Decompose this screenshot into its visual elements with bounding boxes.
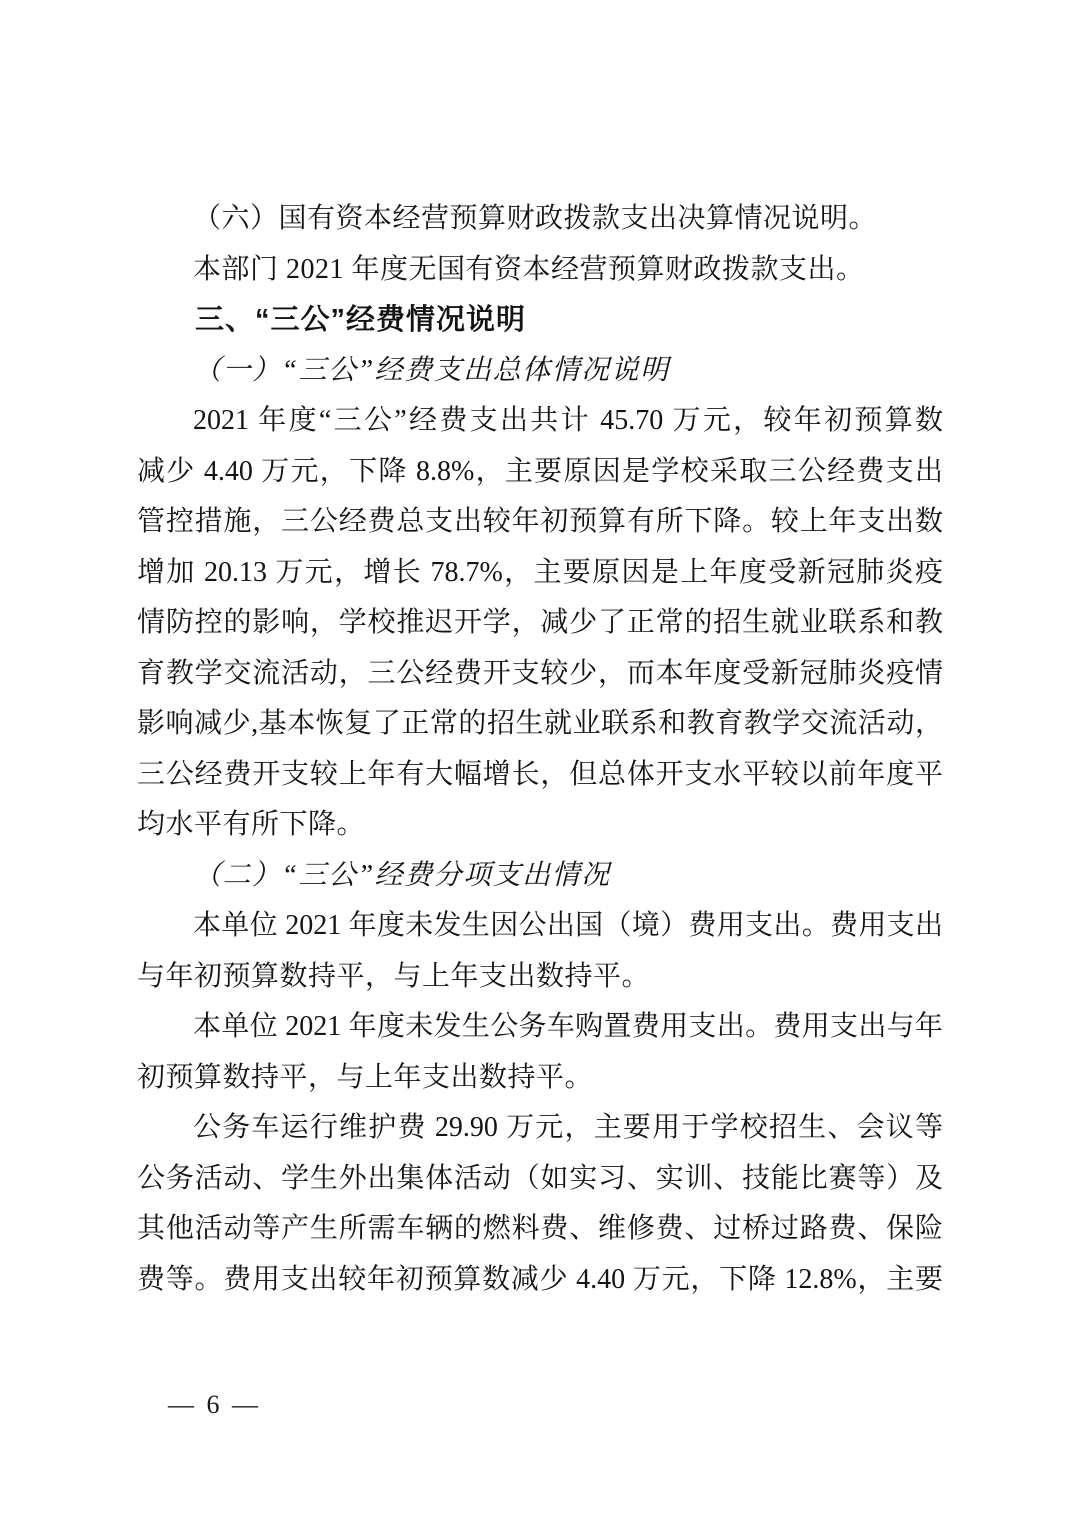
text-line: 初预算数持平，与上年支出数持平。 [137,1061,594,1093]
text-line: 三公经费开支较上年有大幅增长，但总体开支水平较以前年度平 [137,758,943,790]
text-line: 其他活动等产生所需车辆的燃料费、维修费、过桥过路费、保险 [137,1213,943,1244]
subsection-heading: （一）“三公”经费支出总体情况说明 [193,354,670,386]
text-line: 本单位 2021 年度未发生因公出国（境）费用支出。费用支出 [193,910,943,941]
text-line: 减少 4.40 万元，下降 8.8%，主要原因是学校采取三公经费支出 [137,455,943,487]
text-line: 2021 年度“三公”经费支出共计 45.70 万元，较年初预算数 [193,405,943,436]
text-line: （六）国有资本经营预算财政拨款支出决算情况说明。 [193,203,878,234]
text-line: 均水平有所下降。 [137,809,366,840]
text-line: 影响减少,基本恢复了正常的招生就业联系和教育教学交流活动， [137,708,943,739]
subsection-heading: （二）“三公”经费分项支出情况 [193,859,611,891]
text-line: 管控措施，三公经费总支出较年初预算有所下降。较上年支出数 [137,506,943,537]
section-heading: 三、“三公”经费情况说明 [195,304,527,336]
text-line: 与年初预算数持平，与上年支出数持平。 [137,960,651,992]
text-line: 公务车运行维护费 29.90 万元，主要用于学校招生、会议等 [193,1112,943,1143]
text-line: 费等。费用支出较年初预算数减少 4.40 万元，下降 12.8%，主要 [137,1263,943,1295]
document-body [137,194,943,1305]
text-line: 育教学交流活动，三公经费开支较少，而本年度受新冠肺炎疫情 [137,657,943,689]
text-line: 增加 20.13 万元，增长 78.7%，主要原因是上年度受新冠肺炎疫 [137,556,943,588]
text-line: 本部门 2021 年度无国有资本经营预算财政拨款支出。 [193,253,865,285]
page-number: — 6 — [168,1390,261,1419]
text-line: 情防控的影响，学校推迟开学，减少了正常的招生就业联系和教 [137,607,943,638]
text-line: 公务活动、学生外出集体活动（如实习、实训、技能比赛等）及 [137,1162,943,1194]
text-line: 本单位 2021 年度未发生公务车购置费用支出。费用支出与年 [193,1011,943,1042]
